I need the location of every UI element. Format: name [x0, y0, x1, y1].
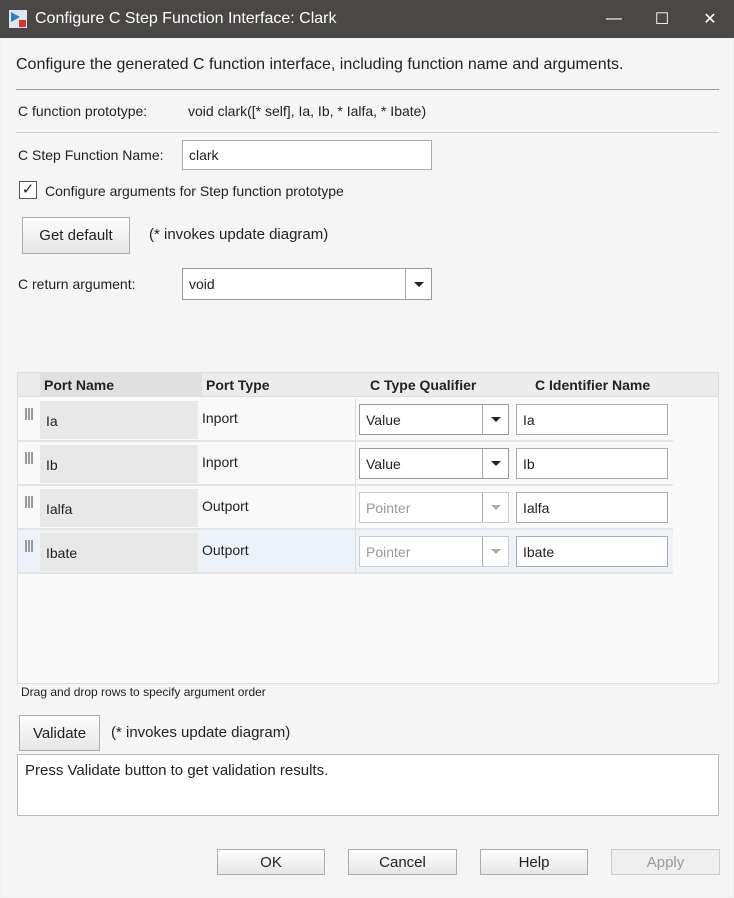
- validation-results: Press Validate button to get validation results.: [17, 754, 719, 816]
- table-row[interactable]: [18, 442, 673, 486]
- qualifier-dropdown[interactable]: [359, 536, 509, 567]
- validate-note: (* invokes update diagram): [111, 724, 291, 741]
- arguments-table: [17, 372, 719, 684]
- return-arg-label: C return argument:: [18, 276, 136, 292]
- table-header: [18, 373, 718, 397]
- return-arg-dropdown[interactable]: [182, 268, 432, 300]
- divider: [16, 89, 719, 90]
- chevron-down-icon: [405, 269, 431, 299]
- port-type-cell: Outport: [202, 498, 249, 514]
- port-type-cell: Inport: [202, 410, 238, 426]
- table-row[interactable]: [18, 398, 673, 442]
- table-row[interactable]: [18, 486, 673, 530]
- identifier-input[interactable]: Ib: [516, 448, 668, 479]
- chevron-down-icon: [482, 449, 508, 478]
- qualifier-value: Pointer: [366, 499, 411, 516]
- divider: [355, 486, 356, 528]
- qualifier-dropdown[interactable]: [359, 492, 509, 523]
- header-port-name[interactable]: Port Name: [40, 373, 202, 396]
- drag-handle-icon[interactable]: [25, 452, 33, 464]
- chevron-down-icon: [482, 537, 508, 566]
- divider: [16, 132, 719, 133]
- prototype-label: C function prototype:: [18, 103, 148, 119]
- chevron-down-icon: [482, 405, 508, 434]
- qualifier-dropdown[interactable]: [359, 404, 509, 435]
- drag-handle-icon[interactable]: [25, 408, 33, 420]
- identifier-input[interactable]: Ia: [516, 404, 668, 435]
- divider: [355, 398, 356, 440]
- prototype-value: void clark([* self], Ia, Ib, * Ialfa, * Ibate): [188, 103, 427, 119]
- close-button[interactable]: ✕: [703, 11, 717, 28]
- cancel-button[interactable]: Cancel: [348, 849, 457, 875]
- header-qualifier[interactable]: C Type Qualifier: [370, 377, 477, 393]
- header-identifier[interactable]: C Identifier Name: [535, 377, 651, 393]
- qualifier-value: Value: [366, 455, 401, 472]
- get-default-note: (* invokes update diagram): [149, 226, 329, 243]
- title-bar: [0, 0, 734, 38]
- identifier-input[interactable]: Ialfa: [516, 492, 668, 523]
- table-row[interactable]: [18, 530, 673, 574]
- step-name-input[interactable]: clark: [182, 140, 432, 170]
- port-type-cell: Inport: [202, 454, 238, 470]
- port-name-cell: Ibate: [40, 533, 198, 571]
- header-port-type[interactable]: Port Type: [206, 377, 270, 393]
- qualifier-value: Pointer: [366, 543, 411, 560]
- chevron-down-icon: [482, 493, 508, 522]
- get-default-button[interactable]: Get default: [22, 217, 130, 254]
- identifier-input[interactable]: Ibate: [516, 536, 668, 567]
- maximize-button[interactable]: ☐: [654, 11, 670, 28]
- window-title: Configure C Step Function Interface: Clark: [35, 10, 337, 27]
- apply-button[interactable]: Apply: [611, 849, 720, 875]
- port-name-cell: Ib: [40, 445, 198, 483]
- qualifier-value: Value: [366, 411, 401, 428]
- validate-button[interactable]: Validate: [19, 715, 100, 751]
- drag-handle-icon[interactable]: [25, 540, 33, 552]
- ok-button[interactable]: OK: [217, 849, 325, 875]
- configure-args-label: Configure arguments for Step function prototype: [45, 183, 344, 199]
- divider: [355, 530, 356, 572]
- port-type-cell: Outport: [202, 542, 249, 558]
- port-name-cell: Ia: [40, 401, 198, 439]
- simulink-app-icon: [9, 10, 27, 28]
- step-name-label: C Step Function Name:: [18, 147, 164, 163]
- port-name-cell: Ialfa: [40, 489, 198, 527]
- description-text: Configure the generated C function interface, including function name and arguments.: [16, 56, 624, 73]
- help-button[interactable]: Help: [480, 849, 588, 875]
- dialog-body: [1, 38, 733, 897]
- divider: [355, 442, 356, 484]
- drag-hint: Drag and drop rows to specify argument order: [21, 685, 266, 699]
- drag-handle-icon[interactable]: [25, 496, 33, 508]
- qualifier-dropdown[interactable]: [359, 448, 509, 479]
- return-arg-value: void: [189, 276, 215, 292]
- configure-args-checkbox[interactable]: ✓: [19, 181, 37, 199]
- minimize-button[interactable]: —: [606, 10, 622, 27]
